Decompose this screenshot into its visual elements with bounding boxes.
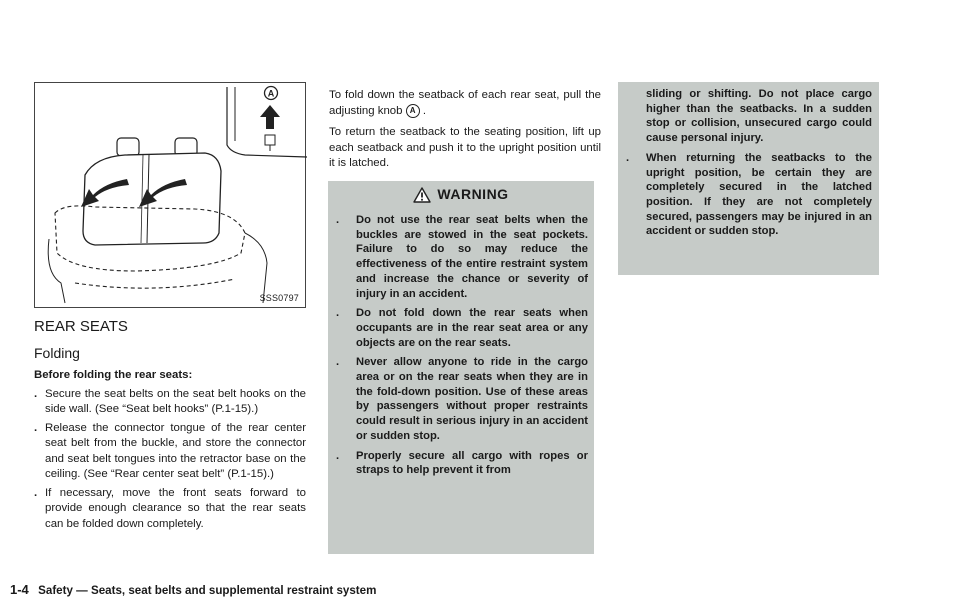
warning-title: WARNING <box>437 186 509 202</box>
bullet-dot: . <box>626 151 630 164</box>
bullet-dot: . <box>336 356 340 369</box>
warning-text: Do not fold down the rear seats when occupants are in the rear seat area or any objects are on the rear seats. <box>356 307 588 349</box>
page-footer <box>10 582 376 597</box>
marker-a-inline: A <box>406 104 420 118</box>
bullet-dot: . <box>34 387 38 400</box>
bullet-text: Secure the seat belts on the seat belt hooks on the side wall. (See “Seat belt hooks” (P.1-15).) <box>45 387 306 415</box>
marker-a-label: A <box>267 88 275 99</box>
warning-text: Properly secure all cargo with ropes or straps to help prevent it from <box>356 449 588 477</box>
list-item <box>34 387 306 418</box>
rear-seat-drawing <box>35 83 307 309</box>
paragraph-return: To return the seatback to the seating position, lift up each seatback and push it to the upright position until it is latched. <box>329 126 601 170</box>
warning-text: Do not use the rear seat belts when the buckles are stowed in the seat pockets. Failure to do so may reduce the effectiveness of the entire restraint system and increase the chance or severity of injury in an accident. <box>356 214 588 300</box>
warning-continuation: sliding or shifting. Do not place cargo higher than the seatbacks. In a sudden stop or collision, unsecured cargo could cause personal injury. <box>646 88 872 145</box>
list-item <box>336 449 588 478</box>
bullet-dot: . <box>336 449 340 462</box>
warning-icon <box>413 187 431 203</box>
page-number: 1-4 <box>10 582 29 597</box>
bullet-dot: . <box>34 421 38 434</box>
bullet-text: If necessary, move the front seats forward to provide enough clearance so that the rear seats can be folded down completely. <box>45 486 306 530</box>
subsection-title: Folding <box>34 345 80 361</box>
warning-text: When returning the seatbacks to the upright position, be certain they are completely secured in the latched position. If they are not completely secured, passengers may be injured in an accident or sudden stop. <box>646 151 872 238</box>
bullet-text: Release the connector tongue of the rear center seat belt from the buckle, and store the connector and seat belt tongues into the retractor base on the ceiling. (See “Rear center seat belt” (P.1-15).) <box>45 421 306 480</box>
warning-text: Never allow anyone to ride in the cargo area or on the rear seats when they are in the fold-down position. Use of these areas by passengers without proper restraints could result in serious injury in an accident or sudden stop. <box>356 356 588 442</box>
warning-list <box>336 213 588 483</box>
footer-title: Safety — Seats, seat belts and supplemental restraint system <box>38 584 377 597</box>
list-item <box>336 355 588 443</box>
figure-caption: SSS0797 <box>259 293 299 303</box>
bullet-dot: . <box>336 307 340 320</box>
paragraph-fold <box>329 88 601 119</box>
lead-text: Before folding the rear seats: <box>34 369 193 381</box>
bullet-dot: . <box>336 214 340 226</box>
paragraph-text: To fold down the seatback of each rear seat, pull the adjusting knob <box>329 89 601 117</box>
section-title: REAR SEATS <box>34 318 128 335</box>
list-item <box>34 486 306 533</box>
list-item <box>336 213 588 301</box>
column-2 <box>329 88 601 178</box>
list-item <box>336 306 588 350</box>
seat-illustration <box>34 82 306 308</box>
column-1 <box>34 318 306 532</box>
list-item <box>626 151 872 239</box>
bullet-dot: . <box>34 486 38 499</box>
column-3 <box>626 87 872 244</box>
list-item <box>34 421 306 483</box>
paragraph-text: . <box>422 104 426 117</box>
warning-heading <box>328 186 594 203</box>
